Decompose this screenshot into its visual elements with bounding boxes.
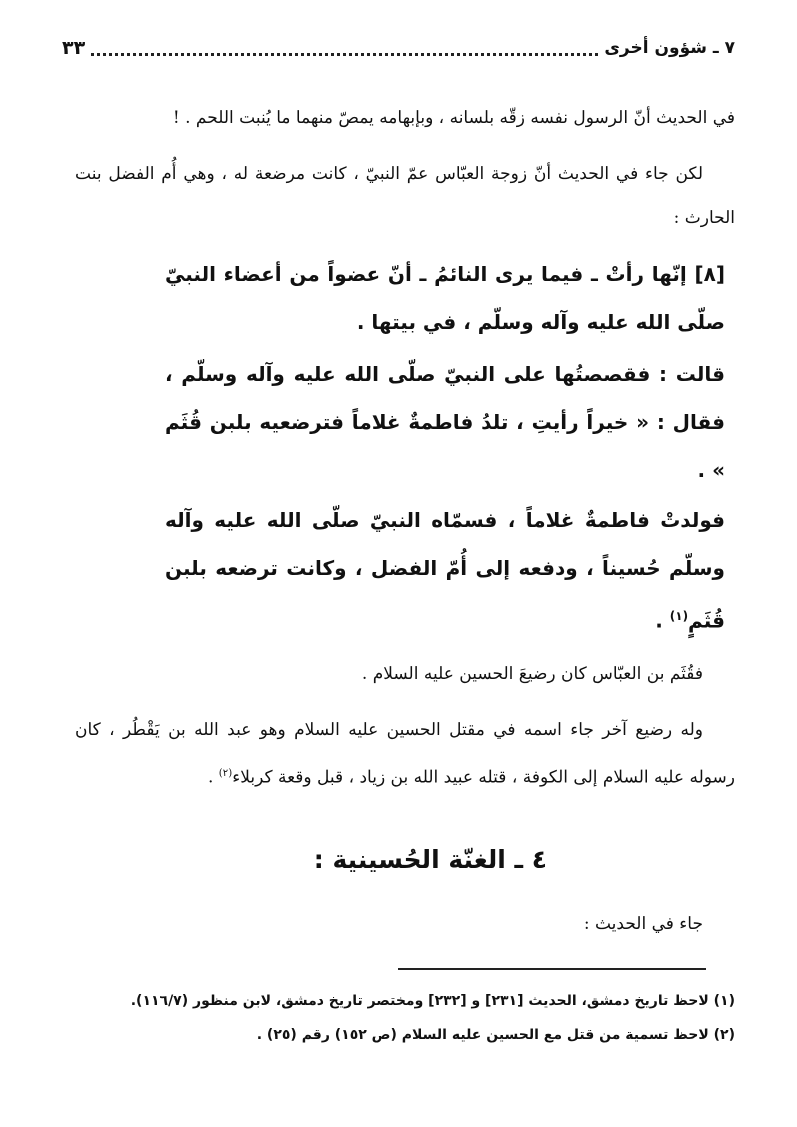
hadith-quote-3: [165, 496, 725, 645]
footnote-ref-1: (١): [669, 609, 689, 623]
leader-dots: [91, 53, 598, 56]
paragraph-2: لكن جاء في الحديث أنّ زوجة العبّاس عمّ النبيّ ، كانت مرضعة له ، وهي أُم الفضل بنت الحارث :: [75, 164, 735, 228]
hadith-quote-3-end: .: [655, 608, 670, 633]
paragraph-4: [75, 708, 735, 800]
footnote-separator: [398, 968, 706, 970]
paragraph-1: في الحديث أنّ الرسول نفسه زقّه بلسانه ، وبإبهامه يمصّ منهما ما يُنبت اللحم . !: [172, 108, 735, 128]
section-heading: ٤ ـ الغنّة الحُسينية :: [313, 845, 547, 874]
page-number: ٣٣: [62, 37, 86, 59]
hadith-quote-2: قالت : فقصصتُها على النبيّ صلّى الله عليه وآله وسلّم ، فقال : « خيراً رأيتِ ، تلدُ فاطمةٌ غلاماً فترضعيه بلبن قُثَم » .: [165, 362, 725, 482]
hadith-quote-3-text: فولدتْ فاطمةٌ غلاماً ، فسمّاه النبيّ صلّى الله عليه وآله وسلّم حُسيناً ، ودفعه إلى أُمّ الفضل ، وكانت ترضعه بلبن قُثَمٍ: [165, 508, 725, 633]
paragraph-4-end: .: [207, 767, 219, 788]
footnote-1: (١) لاحظ تاريخ دمشق، الحديث [٢٣١] و [٢٣٢] ومختصر تاريخ دمشق، لابن منظور (١١٦/٧).: [130, 993, 735, 1009]
footnote-2: (٢) لاحظ تسمية من قتل مع الحسين عليه السلام (ص ١٥٢) رقم (٢٥) .: [256, 1027, 735, 1043]
running-header: [62, 30, 735, 66]
paragraph-4-text: وله رضيع آخر جاء اسمه في مقتل الحسين عليه السلام وهو عبد الله بن يَقْطُر ، كان رسوله عليه السلام إلى الكوفة ، قتله عبيد الله بن زياد ، قبل وقعة كربلاء: [75, 720, 735, 788]
chapter-title: ٧ ـ شؤون أخرى: [604, 38, 735, 58]
paragraph-5: جاء في الحديث :: [583, 914, 703, 934]
hadith-quote-1: [٨] إنّها رأتْ ـ فيما يرى النائمُ ـ أنّ عضواً من أعضاء النبيّ صلّى الله عليه وآله وسلّم ، في بيتها .: [165, 262, 725, 334]
paragraph-3: فقُثَم بن العبّاس كان رضيعَ الحسين عليه السلام .: [361, 664, 703, 684]
footnote-ref-2: (٢): [218, 768, 233, 779]
